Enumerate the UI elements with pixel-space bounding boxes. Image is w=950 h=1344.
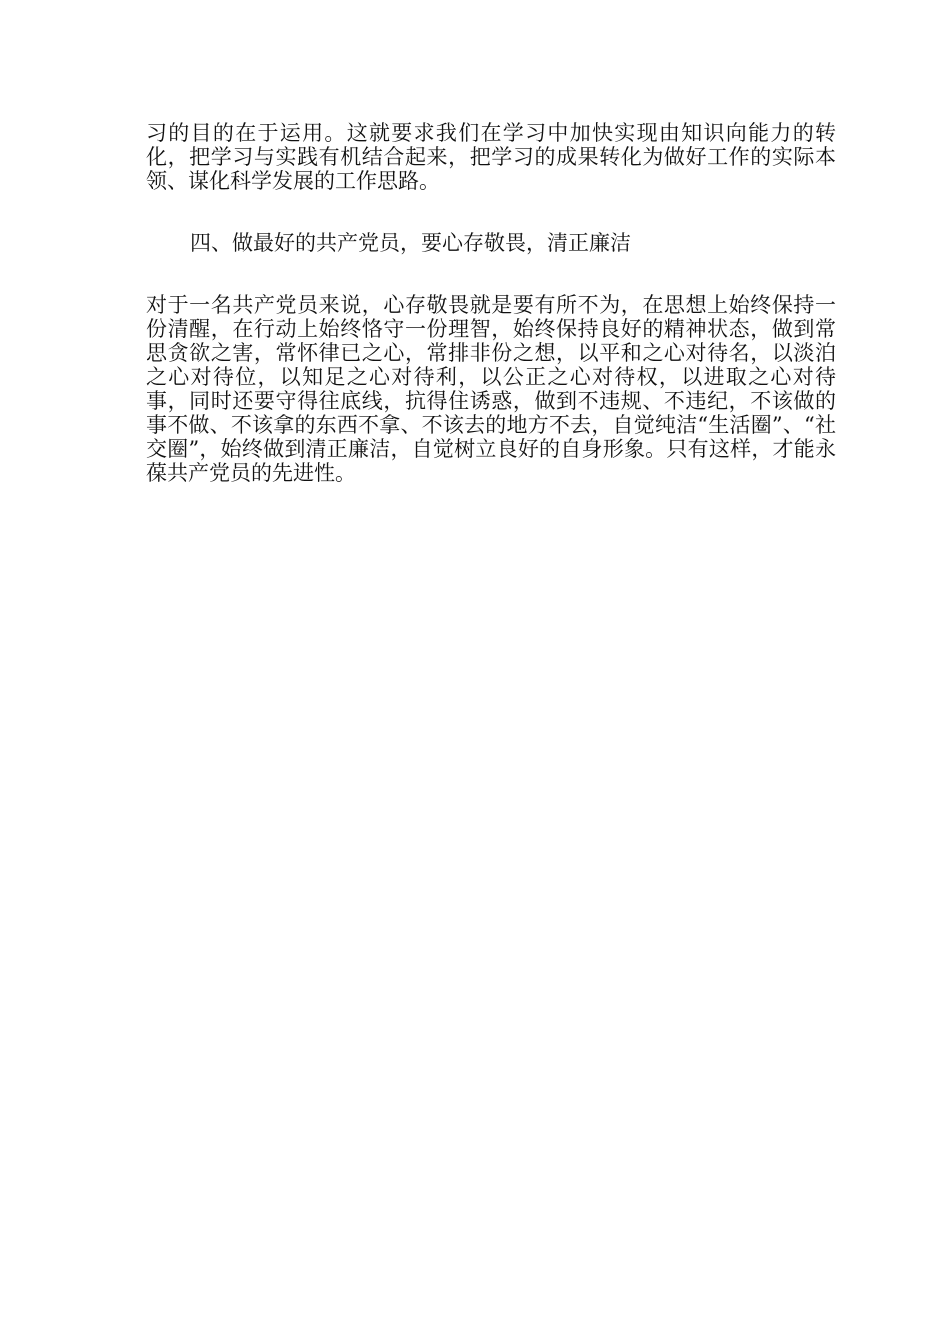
document-body [146,121,836,485]
paragraph-study-application: 习的目的在于运用。这就要求我们在学习中加快实现由知识向能力的转化，把学习与实践有机结合起来，把学习的成果转化为做好工作的实际本领、谋化科学发展的工作思路。 [146,121,836,193]
section-heading-four: 四、做最好的共产党员，要心存敬畏，清正廉洁 [190,231,631,255]
paragraph-reverence-integrity: 对于一名共产党员来说，心存敬畏就是要有所不为，在思想上始终保持一份清醒，在行动上始终恪守一份理智，始终保持良好的精神状态，做到常思贪欲之害，常怀律已之心，常排非份之想，以平和之心对待名，以淡泊之心对待位，以知足之心对待利，以公正之心对待权，以进取之心对待事，同时还要守得往底线，抗得住诱惑，做到不违规、不违纪，不该做的事不做、不该拿的东西不拿、不该去的地方不去，自觉纯洁“生活圈”、“社交圈”，始终做到清正廉洁，自觉树立良好的自身形象。只有这样，才能永葆共产党员的先进性。 [146,293,836,485]
